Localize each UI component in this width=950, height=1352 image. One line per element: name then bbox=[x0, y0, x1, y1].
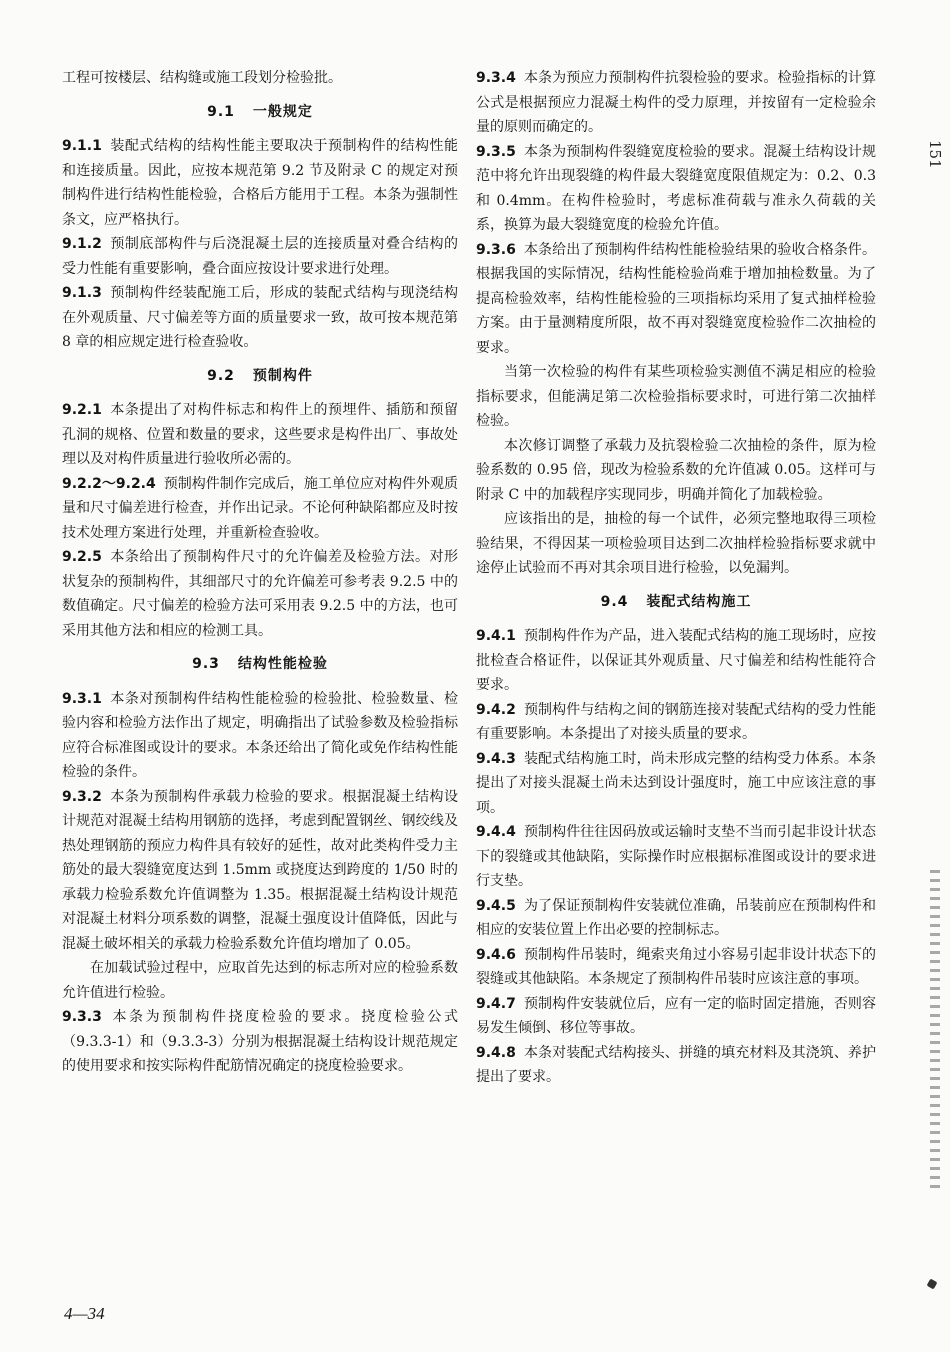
scan-dot-artifact bbox=[927, 1279, 938, 1290]
clause-9-3-6-para-3: 本次修订调整了承载力及抗裂检验二次抽检的条件，原为检验系数的 0.95 倍，现改为检验系数的允许值减 0.05。这样可与附录 C 中的加载程序实现同步，明确并简化了加载检验。 bbox=[476, 437, 876, 503]
left-column bbox=[62, 66, 458, 1079]
clause-9-3-5: 9.3.5 本条为预制构件裂缝宽度检验的要求。混凝土结构设计规范中将允许出现裂缝的构件最大裂缝宽度限值规定为：0.2、0.3 和 0.4mm。在构件检验时，考虑标准荷载与准永久荷载的关系，换算为最大裂缝宽度的检验允许值。 bbox=[476, 143, 876, 233]
clause-9-2-1: 9.2.1 本条提出了对构件标志和构件上的预埋件、插筋和预留孔洞的规格、位置和数量的要求，这些要求是构件出厂、事故处理以及对构件质量进行验收所必需的。 bbox=[62, 402, 458, 467]
clause-9-1-1: 9.1.1 装配式结构的结构性能主要取决于预制构件的结构性能和连接质量。因此，应按本规范第 9.2 节及附录 C 的规定对预制构件进行结构性能检验，合格后方能用于工程。本条为强制性条文，应严格执行。 bbox=[62, 138, 458, 228]
clause-9-4-3: 9.4.3 装配式结构施工时，尚未形成完整的结构受力体系。本条提出了对接头混凝土尚未达到设计强度时，施工中应该注意的事项。 bbox=[476, 750, 876, 816]
clause-9-4-1: 9.4.1 预制构件作为产品，进入装配式结构的施工现场时，应按批检查合格证件，以保证其外观质量、尺寸偏差和结构性能符合要求。 bbox=[476, 628, 876, 693]
clause-9-3-1: 9.3.1 本条对预制构件结构性能检验的检验批、检验数量、检验内容和检验方法作出了规定，明确指出了试验参数及检验指标应符合标准图或设计的要求。本条还给出了简化或免作结构性能检验的条件。 bbox=[62, 690, 458, 780]
clause-9-3-3: 9.3.3 本条为预制构件挠度检验的要求。挠度检验公式（9.3.3-1）和（9.3.3-3）分别为根据混凝土结构设计规范规定的使用要求和按实际构件配筋情况确定的挠度检验要求。 bbox=[62, 1009, 458, 1074]
clause-9-4-5: 9.4.5 为了保证预制构件安装就位准确，吊装前应在预制构件和相应的安装位置上作出必要的控制标志。 bbox=[476, 897, 876, 938]
clause-9-4-4: 9.4.4 预制构件往往因码放或运输时支垫不当而引起非设计状态下的裂缝或其他缺陷，实际操作时应根据标准图或设计的要求进行支垫。 bbox=[476, 824, 876, 889]
right-column bbox=[476, 66, 876, 1090]
section-heading-9-4: 9.4 装配式结构施工 bbox=[600, 593, 752, 610]
scan-edge-artifact bbox=[930, 870, 940, 1190]
clause-9-3-2-note: 在加载试验过程中，应取首先达到的标志所对应的检验系数允许值进行检验。 bbox=[62, 960, 458, 1001]
section-heading-9-2: 9.2 预制构件 bbox=[207, 367, 313, 384]
clause-9-3-4: 9.3.4 本条为预应力预制构件抗裂检验的要求。检验指标的计算公式是根据预应力混凝土构件的受力原理，并按留有一定检验余量的原则而确定的。 bbox=[476, 70, 876, 135]
clause-9-1-3: 9.1.3 预制构件经装配施工后，形成的装配式结构与现浇结构在外观质量、尺寸偏差等方面的质量要求一致，故可按本规范第 8 章的相应规定进行检查验收。 bbox=[62, 285, 458, 350]
clause-9-4-7: 9.4.7 预制构件安装就位后，应有一定的临时固定措施，否则容易发生倾倒、移位等事故。 bbox=[476, 995, 876, 1036]
side-margin-mark: 151 bbox=[926, 140, 944, 169]
section-heading-9-1: 9.1 一般规定 bbox=[207, 103, 313, 120]
clause-9-4-8: 9.4.8 本条对装配式结构接头、拼缝的填充材料及其浇筑、养护提出了要求。 bbox=[476, 1044, 876, 1085]
page-number: 4—34 bbox=[64, 1304, 105, 1323]
clause-9-1-2: 9.1.2 预制底部构件与后浇混凝土层的连接质量对叠合结构的受力性能有重要影响，叠合面应按设计要求进行处理。 bbox=[62, 236, 458, 277]
clause-9-2-2-to-9-2-4: 9.2.2～9.2.4 预制构件制作完成后，施工单位应对构件外观质量和尺寸偏差进行检查，并作出记录。不论何种缺陷都应及时按技术处理方案进行处理，并重新检查验收。 bbox=[62, 475, 458, 541]
clause-9-4-2: 9.4.2 预制构件与结构之间的钢筋连接对装配式结构的受力性能有重要影响。本条提出了对接头质量的要求。 bbox=[476, 701, 876, 742]
section-heading-9-3: 9.3 结构性能检验 bbox=[192, 656, 328, 672]
intro-paragraph: 工程可按楼层、结构缝或施工段划分检验批。 bbox=[62, 70, 342, 86]
clause-9-4-6: 9.4.6 预制构件吊装时，绳索夹角过小容易引起非设计状态下的裂缝或其他缺陷。本条规定了预制构件吊装时应该注意的事项。 bbox=[476, 946, 876, 987]
clause-9-2-5: 9.2.5 本条给出了预制构件尺寸的允许偏差及检验方法。对形状复杂的预制构件，其细部尺寸的允许偏差可参考表 9.2.5 中的数值确定。尺寸偏差的检验方法可采用表 9.2.5 中的方法，也可采用其他方法和相应的检测工具。 bbox=[62, 549, 458, 639]
clause-9-3-2: 9.3.2 本条为预制构件承载力检验的要求。根据混凝土结构设计规范对混凝土结构用钢筋的选择，考虑到配置钢丝、钢绞线及热处理钢筋的预应力构件具有较好的延性，故对此类构件受力主筋处的最大裂缝宽度达到 1.5mm 或挠度达到跨度的 1/50 时的承载力检验系数允许值调整为 1.35。根据混凝土结构设计规范对混凝土材料分项系数的调整，混凝土强度设计值降低，因此与混凝土破坏相关的承载力检验系数允许值均增加了 0.05。 bbox=[62, 788, 458, 952]
clause-9-3-6: 9.3.6 本条给出了预制构件结构性能检验结果的验收合格条件。根据我国的实际情况，结构性能检验尚难于增加抽检数量。为了提高检验效率，结构性能检验的三项指标均采用了复式抽样检验方案。由于量测精度所限，故不再对裂缝宽度检验作二次抽检的要求。 bbox=[476, 241, 876, 356]
clause-9-3-6-para-4: 应该指出的是，抽检的每一个试件，必须完整地取得三项检验结果，不得因某一项检验项目达到二次抽样检验指标要求就中途停止试验而不再对其余项目进行检验，以免漏判。 bbox=[476, 511, 876, 576]
clause-9-3-6-para-2: 当第一次检验的构件有某些项检验实测值不满足相应的检验指标要求，但能满足第二次检验指标要求时，可进行第二次抽样检验。 bbox=[476, 364, 876, 429]
